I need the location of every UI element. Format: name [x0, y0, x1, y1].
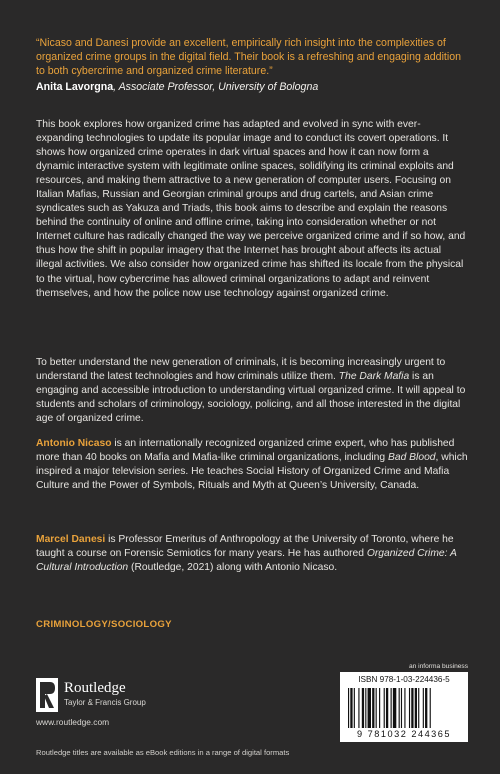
ean-text: 9 781032 244365 — [356, 729, 452, 739]
subject-category: CRIMINOLOGY/SOCIOLOGY — [36, 619, 172, 630]
summary-text-end: is an engaging and accessible introduction to understanding virtual organized crime. It will appeal to students and scholars of criminology, sociology, policing, and all those interested in the digital age of organized crime. — [36, 371, 466, 425]
informa-tagline: an informa business — [409, 663, 469, 670]
author-bio-danesi — [36, 533, 468, 575]
summary-text: To better understand the new generation of criminals, it is becoming increasingly urgent to understand the latest technologies and how criminals utilize them. — [36, 357, 446, 383]
bio-text: is an internationally recognized organized crime expert, who has published more than 40 books on Mafia and Mafia-like criminal organizations, including — [36, 438, 455, 464]
endorser-role: , Associate Professor, University of Bologna — [113, 81, 319, 93]
bio-text-end: , which inspired a major television series. He teaches Social History of Organized Crime and Mafia Culture and the Power of Symbols, Rituals and Myth at Queen’s University, Canada. — [36, 452, 468, 492]
publisher-logo — [36, 678, 206, 718]
author-name-danesi: Marcel Danesi — [36, 534, 106, 545]
routledge-logo-icon — [36, 678, 58, 712]
publisher-website[interactable]: www.routledge.com — [36, 717, 110, 727]
barcode — [340, 672, 468, 742]
bio-text: is Professor Emeritus of Anthropology at the University of Toronto, where he taught a course on Forensic Semiotics for many years. He has authored — [36, 534, 454, 560]
endorsement-quote: “Nicaso and Danesi provide an excellent, empirically rich insight into the complexities of organized crime groups in the digital field. Their book is a refreshing and engaging addition to both cybercrime and organized crime literature.” — [36, 37, 461, 78]
bio-title: Organized Crime: A Cultural Introduction — [36, 548, 457, 574]
endorser-name: Anita Lavorgna — [36, 81, 114, 93]
isbn-text: ISBN 978-1-03-224436-5 — [358, 675, 450, 684]
bio-text-end: (Routledge, 2021) along with Antonio Nicaso. — [128, 562, 338, 574]
book-description: This book explores how organized crime has adapted and evolved in sync with ever-expanding technologies to update its popular image and to conduct its covert operations. It shows how organized crime operates in dark virtual spaces and how it can now form a dynamic interactive system with legitimate online spaces, solidifying its criminal exploits and resources, and making them attractive to a new generation of computer users. Focusing on Italian Mafias, Russian and Georgian criminal groups and drug cartels, and Asian crime syndicates such as Yakuza and Triads, this book aims to describe and explain the reasons behind the continuity of online and offline crime, taking into consideration whether or not Internet culture has radically changed the way we perceive organized crime and if so how, and thus how the shift in popular imagery that the Internet has brought about affects its actual illegal activities. We also consider how organized crime has shifted its locale from the physical to the virtual, how cybercrime has allowed criminal organizations to adapt and reinvent themselves, and how the police now use technology against organized crime. — [36, 119, 466, 299]
bio-title: Bad Blood — [388, 452, 436, 464]
endorsement-attribution — [36, 80, 466, 94]
ebook-note: Routledge titles are available as eBook editions in a range of digital formats — [36, 748, 290, 757]
book-title: The Dark Mafia — [338, 371, 410, 383]
publisher-group: Taylor & Francis Group — [64, 698, 146, 707]
publisher-name: Routledge — [64, 680, 126, 696]
author-bio-nicaso — [36, 437, 468, 493]
barcode-icon — [348, 688, 460, 728]
author-name-nicaso: Antonio Nicaso — [36, 438, 112, 449]
book-summary — [36, 356, 468, 426]
